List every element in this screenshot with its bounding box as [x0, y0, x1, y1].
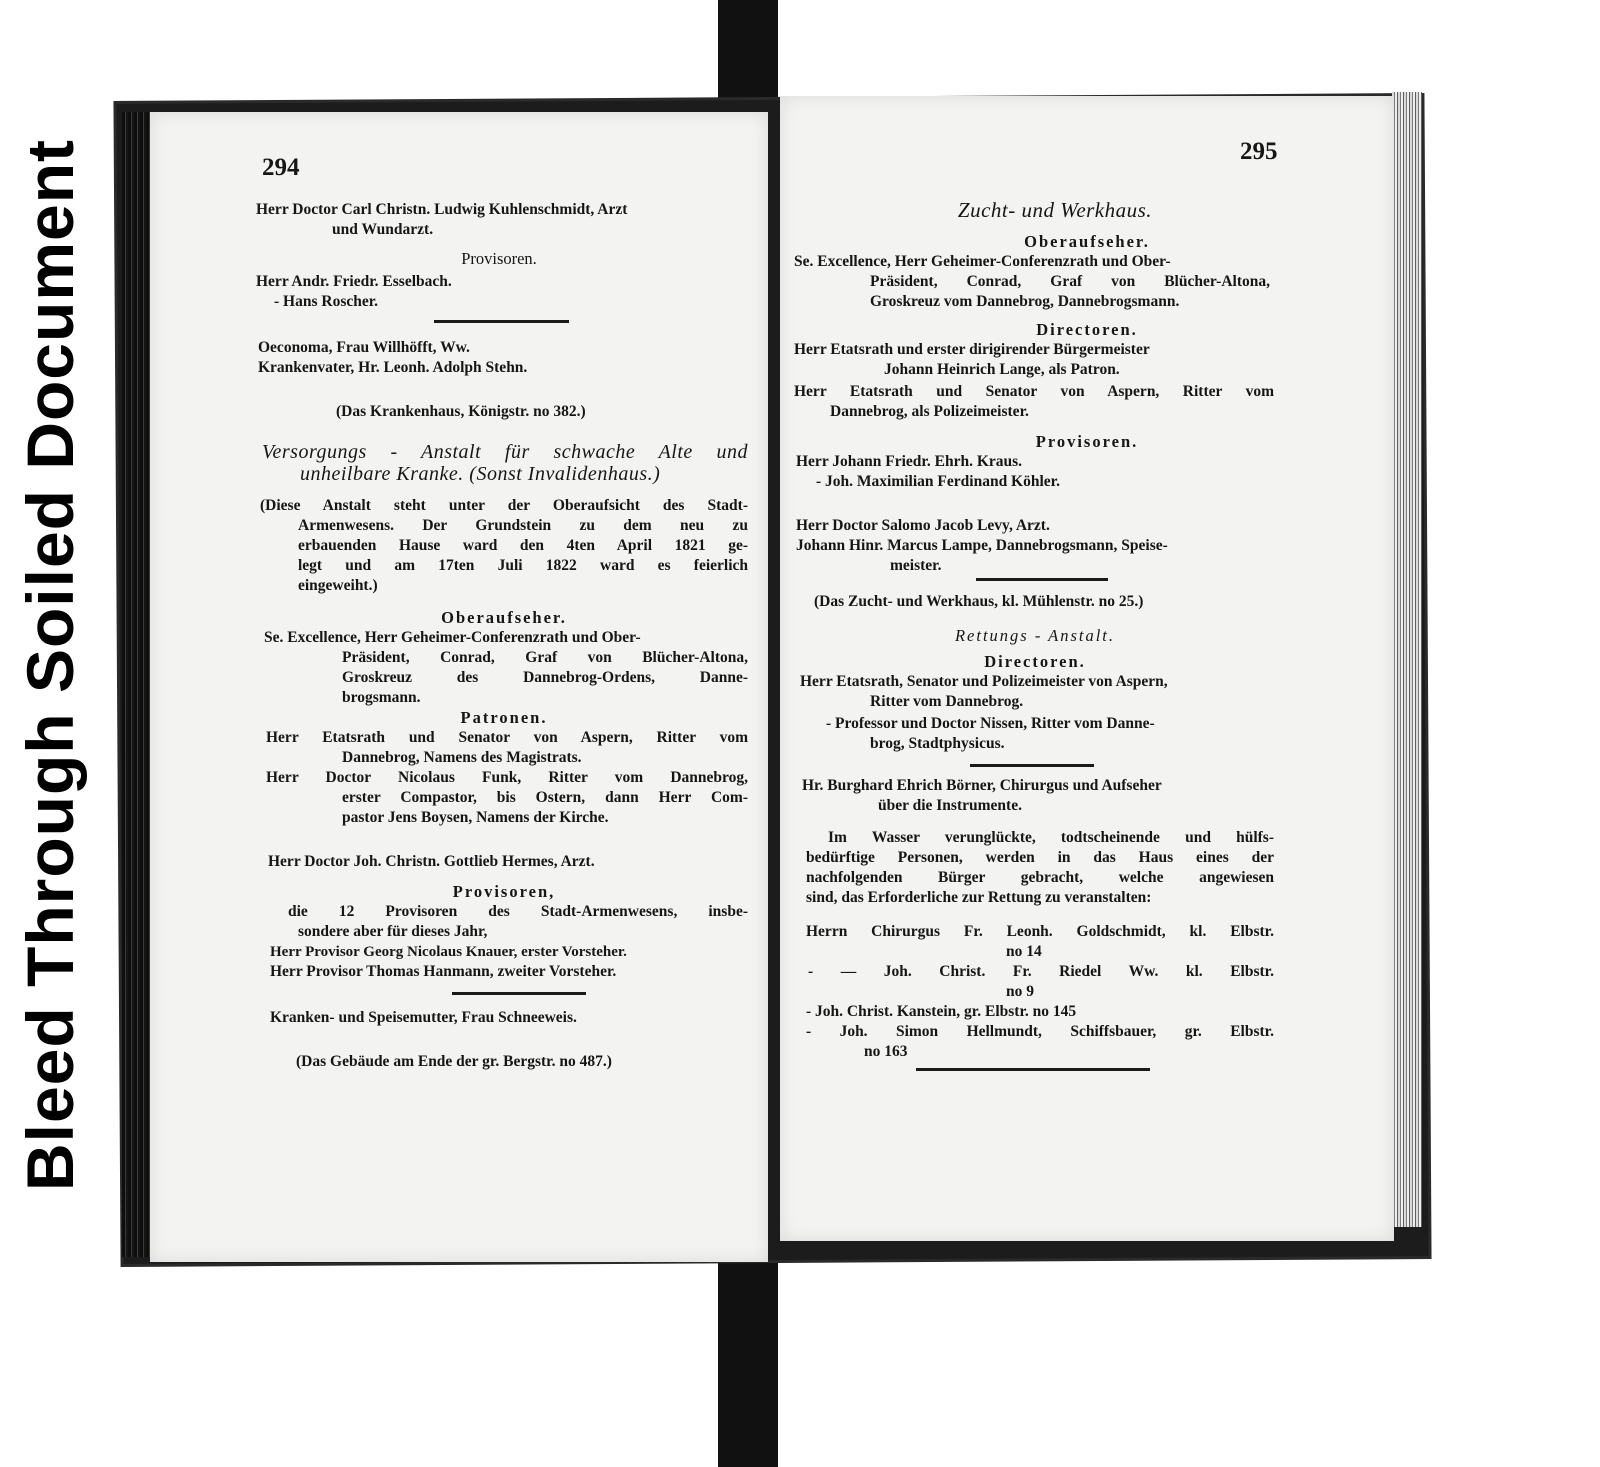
text-line: Dannebrog, als Polizeimeister.: [830, 403, 1029, 420]
text-line: Herr Johann Friedr. Ehrh. Kraus.: [796, 453, 1023, 470]
text-line: brog, Stadtphysicus.: [870, 735, 1005, 752]
text-line: meister.: [890, 557, 942, 574]
text-line: Herrn Chirurgus Fr. Leonh. Goldschmidt, kl. Elbstr.: [806, 923, 1274, 940]
text-line: Herr Doctor Salomo Jacob Levy, Arzt.: [796, 517, 1050, 534]
text-line: Herr Andr. Friedr. Esselbach.: [256, 273, 452, 290]
text-line: erster Compastor, bis Ostern, dann Herr Com-: [342, 789, 748, 806]
text-line: Herr Doctor Joh. Christn. Gottlieb Hermes, Arzt.: [268, 853, 595, 870]
text-line: - — Joh. Christ. Fr. Riedel Ww. kl. Elbstr.: [808, 963, 1274, 980]
divider-rule: [976, 578, 1108, 581]
text-line: brogsmann.: [342, 689, 421, 706]
text-line: nachfolgenden Bürger gebracht, welche angewiesen: [806, 869, 1274, 886]
section-heading: Oberaufseher.: [441, 608, 567, 627]
text-line: Groskreuz des Dannebrog-Ordens, Danne-: [342, 669, 748, 686]
text-line: Se. Excellence, Herr Geheimer-Conferenzrath und Ober-: [794, 253, 1171, 270]
text-line: eingeweiht.): [298, 577, 378, 594]
text-line: und Wundarzt.: [332, 221, 434, 238]
section-heading: Provisoren,: [452, 882, 556, 901]
text-line: Krankenvater, Hr. Leonh. Adolph Stehn.: [258, 359, 528, 376]
page-number: 294: [262, 154, 300, 181]
text-line: die 12 Provisoren des Stadt-Armenwesens, insbe-: [288, 903, 748, 920]
text-line: - Joh. Christ. Kanstein, gr. Elbstr. no 145: [806, 1003, 1077, 1020]
page-number: 295: [1240, 138, 1278, 165]
text-line: - Joh. Simon Hellmundt, Schiffsbauer, gr. Elbstr.: [806, 1023, 1274, 1040]
text-line: (Das Krankenhaus, Königstr. no 382.): [336, 403, 586, 420]
section-title: Versorgungs - Anstalt für schwache Alte und: [262, 441, 748, 463]
text-line: Herr Doctor Nicolaus Funk, Ritter vom Dannebrog,: [266, 769, 748, 786]
section-heading: Directoren.: [1036, 320, 1138, 339]
text-line: no 14: [1006, 943, 1042, 960]
text-line: - Joh. Maximilian Ferdinand Köhler.: [816, 473, 1061, 490]
text-line: - Professor und Doctor Nissen, Ritter vom Danne-: [826, 715, 1155, 732]
text-line: Johann Heinrich Lange, als Patron.: [884, 361, 1120, 378]
section-heading: Directoren.: [984, 652, 1086, 671]
section-heading: Provisoren.: [461, 249, 537, 268]
text-line: Dannebrog, Namens des Magistrats.: [342, 749, 582, 766]
text-line: Oeconoma, Frau Willhöfft, Ww.: [258, 339, 470, 356]
text-line: Armenwesens. Der Grundstein zu dem neu zu: [298, 517, 748, 534]
section-heading: Oberaufseher.: [1024, 232, 1150, 251]
divider-rule: [970, 764, 1094, 767]
left-page: [150, 112, 768, 1262]
side-label-text: Bleed Through Soiled Document: [13, 138, 88, 1192]
text-line: Hr. Burghard Ehrich Börner, Chirurgus und Aufseher: [802, 777, 1162, 794]
text-line: Johann Hinr. Marcus Lampe, Dannebrogsmann, Speise-: [796, 537, 1168, 554]
section-title: unheilbare Kranke. (Sonst Invalidenhaus.): [300, 463, 661, 485]
text-line: legt und am 17ten Juli 1822 ward es feierlich: [298, 557, 748, 574]
side-label: [6, 138, 94, 1192]
text-line: Se. Excellence, Herr Geheimer-Conferenzrath und Ober-: [264, 629, 641, 646]
divider-rule: [916, 1068, 1150, 1071]
text-line: Herr Provisor Georg Nicolaus Knauer, erster Vorsteher.: [270, 944, 627, 960]
text-line: Herr Etatsrath und Senator von Aspern, Ritter vom: [266, 729, 748, 746]
text-line: Präsident, Conrad, Graf von Blücher-Altona,: [870, 273, 1270, 290]
section-title: Zucht- und Werkhaus.: [957, 198, 1153, 222]
text-line: über die Instrumente.: [878, 797, 1022, 814]
text-line: Groskreuz vom Dannebrog, Dannebrogsmann.: [870, 293, 1180, 310]
divider-rule: [434, 320, 569, 323]
text-line: (Das Gebäude am Ende der gr. Bergstr. no 487.): [296, 1053, 612, 1070]
text-line: Herr Provisor Thomas Hanmann, zweiter Vorsteher.: [270, 963, 617, 980]
text-line: Herr Etatsrath und Senator von Aspern, Ritter vom: [794, 383, 1274, 400]
text-line: Präsident, Conrad, Graf von Blücher-Altona,: [342, 649, 748, 666]
text-line: Herr Doctor Carl Christn. Ludwig Kuhlenschmidt, Arzt: [256, 201, 628, 218]
text-line: (Das Zucht- und Werkhaus, kl. Mühlenstr. no 25.): [814, 593, 1144, 610]
right-page: [780, 96, 1394, 1241]
text-line: Ritter vom Dannebrog.: [870, 693, 1024, 710]
text-line: Kranken- und Speisemutter, Frau Schneeweis.: [270, 1009, 577, 1026]
text-line: no 9: [1006, 983, 1034, 1000]
gutter-top-shadow: [718, 0, 778, 110]
text-line: erbauenden Hause ward den 4ten April 1821 ge-: [298, 537, 748, 554]
text-line: no 163: [864, 1043, 908, 1060]
divider-rule: [452, 992, 586, 995]
text-line: sondere aber für dieses Jahr,: [298, 923, 488, 940]
text-line: Im Wasser verunglückte, todtscheinende und hülfs-: [828, 829, 1274, 846]
right-page-edges: [1392, 92, 1422, 1227]
text-line: Herr Etatsrath und erster dirigirender Bürgermeister: [794, 341, 1150, 358]
text-line: sind, das Erforderliche zur Rettung zu veranstalten:: [806, 889, 1152, 906]
text-line: pastor Jens Boysen, Namens der Kirche.: [342, 809, 609, 826]
section-heading: Patronen.: [460, 708, 548, 727]
text-line: (Diese Anstalt steht unter der Oberaufsicht des Stadt-: [260, 497, 748, 514]
section-title: Rettungs - Anstalt.: [954, 626, 1116, 645]
text-line: - Hans Roscher.: [274, 293, 379, 310]
text-line: Herr Etatsrath, Senator und Polizeimeister von Aspern,: [800, 673, 1168, 690]
text-line: bedürftige Personen, werden in das Haus eines der: [806, 849, 1274, 866]
section-heading: Provisoren.: [1035, 432, 1139, 451]
